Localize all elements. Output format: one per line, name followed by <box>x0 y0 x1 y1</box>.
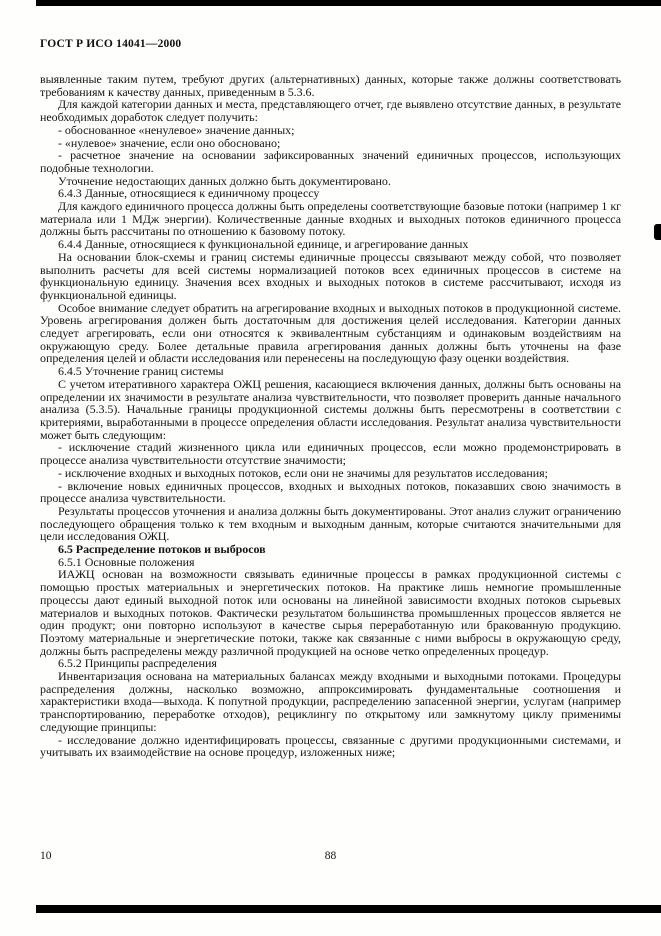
list-item: - исследование должно идентифицировать процессы, связанные с другими продукционными системами, и учитывать их взаимодействие на основе процедур, изложенных ниже; <box>40 732 621 760</box>
section-heading: 6.4.3 Данные, относящиеся к единичному процессу <box>58 186 320 201</box>
paragraph: Инвентаризация основана на материальных балансах между входными и выходными потоками. Процедуры распределения должны, насколько возможно, аппроксимировать фундаментальные соотношения и характеристики входа—выхода. К попутной продукции, распределению запасенной энергии, услугам (например транспортированию, переработке отходов), рециклингу по открытому или замкнутому циклу применимы следующие принципы: <box>40 669 621 734</box>
list-item: - исключение стадий жизненного цикла или единичных процессов, если можно продемонстрировать в процессе анализа чувствительности отсутствие значимости; <box>40 440 621 468</box>
paragraph: С учетом итеративного характера ОЖЦ решения, касающиеся включения данных, должны быть основаны на определении их значимости в результате анализа чувствительности, что позволяет проверить данные начального анализа (5.3.5). Начальные границы продукционной системы должны быть пересмотрены в соответствии с критериями, выработанными в процессе определения области исследования. Результат анализа чувствительности может быть следующим: <box>40 376 621 442</box>
section-heading: 6.5 Распределение потоков и выбросов <box>58 542 266 557</box>
section-heading: 6.5.2 Принципы распределения <box>58 656 217 671</box>
list-item: - обоснованное «ненулевое» значение данных; <box>58 122 295 137</box>
scan-artifact-right-edge <box>654 224 661 240</box>
list-item: - «нулевое» значение, если оно обосновано; <box>58 135 281 150</box>
paragraph: ИАЖЦ основан на возможности связывать единичные процессы в рамках продукционной системы с помощью простых материальных и энергетических потоков. На практике лишь немногие промышленные процессы дают единый выходной поток или основаны на линейной зависимости входных потоков сырьевых материалов и выходных потоков. Фактически результатом большинства промышленных процессов является не один продукт; они повторно используют в качестве сырья переработанную или бракованную продукцию. Поэтому материальные и энергетические потоки, также как связанные с ними выбросы в окружающую среду, должны быть распределены между различной продукцией на основе четко определенных процедур. <box>40 567 621 658</box>
section-heading: 6.5.1 Основные положения <box>58 554 195 569</box>
scan-artifact-bottom-bar <box>36 905 661 913</box>
list-item: - расчетное значение на основании зафиксированных значений единичных процессов, использующих подобные технологии. <box>40 148 621 175</box>
footer-page-number-left: 10 <box>40 850 52 862</box>
paragraph: Результаты процессов уточнения и анализа должны быть документированы. Этот анализ служит ограничению последующего обращения только к тем входным и выходным данным, которые считаются значительными для цели исследования ОЖЦ. <box>40 503 621 544</box>
paragraph: выявленные таким путем, требуют других (альтернативных) данных, которые также должны соответствовать требованиям к качеству данных, приведенным в 5.3.6. <box>40 72 621 99</box>
paragraph: Для каждой категории данных и места, представляющего отчет, где выявлено отсутствие данных, в результате необходимых доработок следует получить: <box>40 97 621 125</box>
section-heading: 6.4.5 Уточнение границ системы <box>58 364 224 379</box>
scan-artifact-top-bar <box>36 0 661 6</box>
standard-designation-header: ГОСТ Р ИСО 14041—2000 <box>40 38 182 50</box>
list-item: - исключение входных и выходных потоков, если они не значимы для результатов исследования; <box>58 465 548 480</box>
list-item: - включение новых единичных процессов, входных и выходных потоков, показавших свою значимость в процессе анализа чувствительности. <box>40 478 621 506</box>
footer-page-number-center: 88 <box>324 850 337 862</box>
paragraph: Особое внимание следует обратить на агрегирование входных и выходных потоков в продукционной системе. Уровень агрегирования должен быть достаточным для достижения целей исследования. Категории данных следует агрегировать, если они относятся к эквивалентным субстанциям и одинаковым воздействиям на окружающую среду. Более детальные правила агрегирования данных должны быть уточнены на фазе определения целей и области исследования или перенесены на последующую фазу оценки воздействия. <box>40 300 621 366</box>
paragraph: Уточнение недостающих данных должно быть документировано. <box>58 173 391 188</box>
paragraph: На основании блок-схемы и границ системы единичные процессы связывают между собой, что позволяет выполнить расчеты для всей системы нормализацией потоков всех единичных процессов в системе на функциональную единицу. Значения всех входных и выходных потоков в системе рассчитывают, исходя из функциональной единицы. <box>40 249 621 302</box>
paragraph: Для каждого единичного процесса должны быть определены соответствующие базовые потоки (например 1 кг материала или 1 МДж энергии). Количественные данные входных и выходных потоков единичного процесса должны быть рассчитаны по отношению к базовому потоку. <box>40 199 621 239</box>
page-footer <box>40 850 621 864</box>
section-heading: 6.4.4 Данные, относящиеся к функциональной единице, и агрегирование данных <box>58 237 469 252</box>
document-body <box>40 73 621 759</box>
